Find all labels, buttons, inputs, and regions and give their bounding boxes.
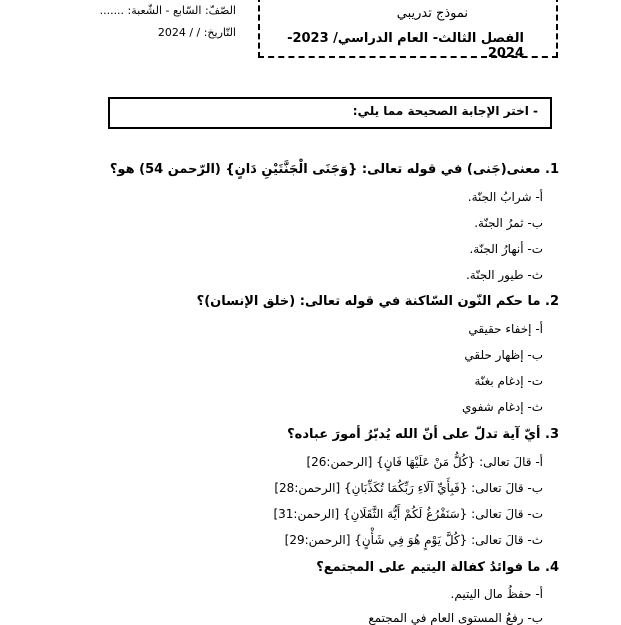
q2-option-a: أ- إخفاء حقيقي — [468, 322, 543, 336]
q2-option-c: ت- إدغام بغنّة — [474, 374, 543, 388]
q3-option-c: ت- قالَ تعالى: {سَنَفْرُغُ لَكُمْ أَيُّهَ الثَّقَلَانِ} [الرحمن:31] — [273, 507, 543, 521]
q4-option-a: أ- حفظُ مال اليتيم. — [450, 587, 543, 601]
question-3: 3. أيّ آية تدلّ على أنّ الله يُدبّرُ أمورَ عباده؟ — [287, 427, 559, 442]
header-box — [258, 0, 558, 61]
q3-option-a: أ- قالَ تعالى: {كُلُّ مَنْ عَلَيْهَا فَانٍ} [الرحمن:26] — [306, 455, 543, 469]
exam-term: الفصل الثالث- العام الدراسي/ 2023-2024 — [287, 31, 524, 61]
question-4: 4. ما فوائدُ كفالة اليتيم على المجتمع؟ — [316, 560, 559, 575]
q1-option-a: أ- شرابُ الجنّة. — [467, 190, 543, 204]
instruction-text: - اختر الإجابة الصحيحة مما يلي: — [352, 104, 538, 118]
grade-line: الصّفّ: السّابع - الشّعبة: ....... — [99, 4, 236, 17]
q3-option-b: ب- قالَ تعالى: {فَبِأَيِّ آلَاءِ رَبِّكُمَا تُكَذِّبَانِ} [الرحمن:28] — [274, 481, 543, 495]
q1-option-d: ث- طيور الجنّة. — [465, 268, 543, 282]
exam-title: نموذج تدريبي — [396, 6, 468, 21]
q2-option-d: ث- إدغام شفوي — [461, 400, 543, 414]
q1-option-b: ب- ثمرُ الجنّة. — [474, 216, 543, 230]
q2-option-b: ب- إظهار حلقي — [464, 348, 543, 362]
q4-option-b: ب- رفعُ المستوى العام في المجتمع — [368, 611, 543, 625]
question-1: 1. معنى(جَنى) في قوله تعالى: {وَجَنَى الْجَنَّتَيْنِ دَانٍ} (الرّحمن 54) هو؟ — [109, 162, 559, 177]
q3-option-d: ث- قالَ تعالى: {كُلَّ يَوْمٍ هُوَ فِي شَأْنٍ} [الرحمن:29] — [284, 533, 543, 547]
instruction-box — [108, 97, 552, 129]
question-2: 2. ما حكم النّون السّاكنة في قوله تعالى: (خلق الإنسان)؟ — [196, 294, 559, 309]
q1-option-c: ت- أنهارُ الجنّة. — [469, 242, 543, 256]
date-line: التّاريخ: / / 2024 — [157, 26, 236, 39]
